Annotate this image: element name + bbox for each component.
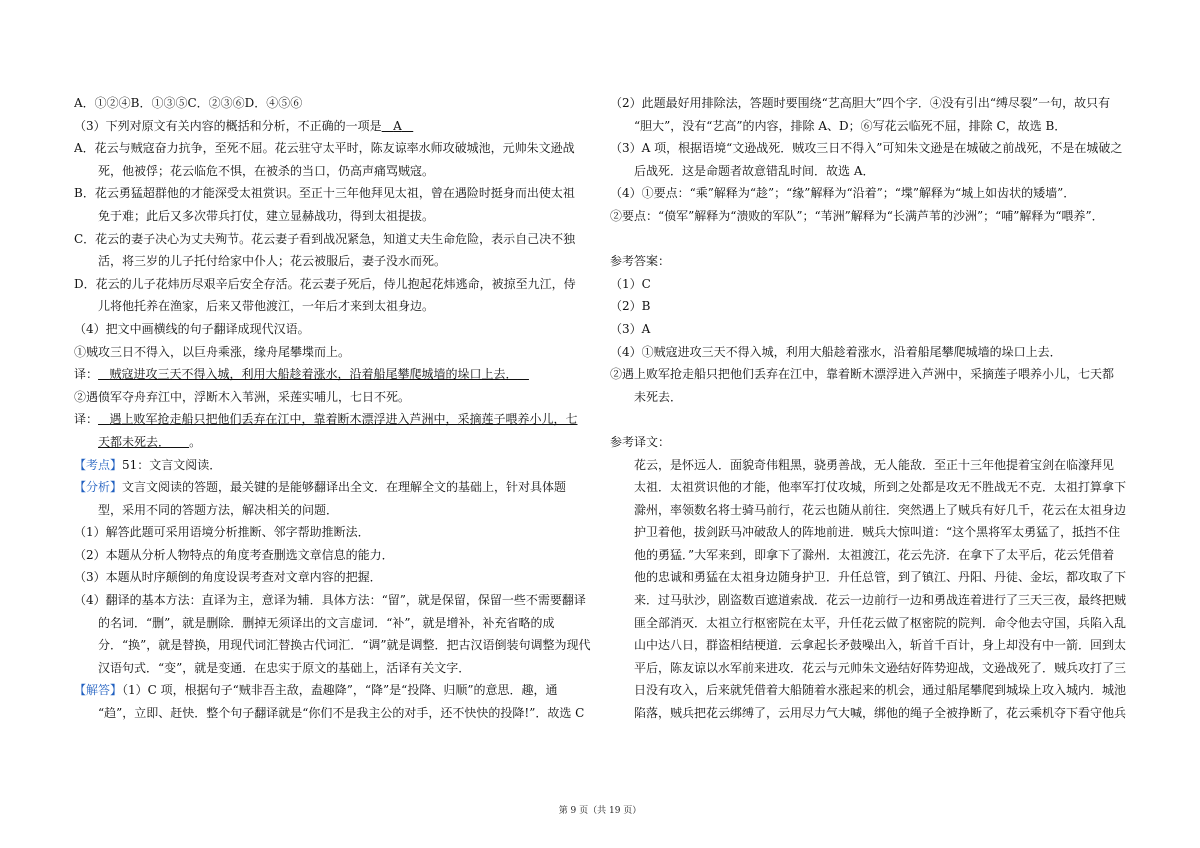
fenxi-4-line2: 的名词．“删”，就是删除．删掉无须译出的文言虚词．“补”，就是增补，补充省略的成	[98, 615, 555, 630]
option-d-line2: 儿将他托养在渔家，后来又带他渡江，一年后才来到太祖身边。	[98, 299, 435, 314]
jieda-tag: 【解答】	[74, 683, 123, 698]
answer-2: （2）B	[610, 299, 651, 314]
translation-para-line: 日没有攻入，后来就凭借着大船随着水涨起来的机会，通过船尾攀爬到城垛上攻入城内．城池	[634, 683, 1127, 698]
options-line: A．①②④B．①③⑤C．②③⑥D．④⑤⑥	[74, 96, 303, 110]
fenxi-line1: 【分析】文言文阅读的答题，最关键的是能够翻译出全文．在理解全文的基础上，针对具体题	[74, 480, 567, 495]
translation-1-text: 贼寇进攻三天不得入城，利用大船趁着涨水，沿着船尾攀爬城墙的垛口上去．	[109, 367, 518, 382]
translation-para-line: 平后，陈友谅以水军前来进攻．花云与元帅朱文逊结好阵势迎战，文逊战死了．贼兵攻打了三	[634, 660, 1127, 675]
answer-1: （1）C	[610, 276, 651, 291]
right-column	[610, 92, 1130, 725]
fenxi-4-line1: （4）翻译的基本方法：直译为主，意译为辅．具体方法：“留”，就是保留，保留一些不需要翻译	[74, 593, 586, 608]
translation-para-line: 他的忠诚和勇猛在太祖身边随身护卫．升任总管，到了镇江、丹阳、丹徒、金坛，都攻取了下	[634, 570, 1127, 585]
answer-4-line1: （4）①贼寇进攻三天不得入城，利用大船趁着涨水，沿着船尾攀爬城墙的垛口上去．	[610, 344, 1062, 359]
translation-para-line: 滁州，率领数名将士骑马前行，花云也随从前往．突然遇上了贼兵有好几千，花云在太祖身边	[634, 502, 1127, 517]
translation-para-line: 他的勇猛．”大军来到，即拿下了滁州．太祖渡江，花云先济．在拿下了太平后，花云凭借着	[634, 547, 1115, 562]
reference-translation-heading: 参考译文：	[610, 434, 671, 449]
fenxi-tag: 【分析】	[74, 480, 123, 495]
question-3	[74, 115, 594, 138]
translation-para-line: 匪全部消灭．太祖立行枢密院在太平，升任花云做了枢密院的院判．命令他去守国，兵陷入乱	[634, 615, 1127, 630]
translation-para-line: 来．过马驮沙，剧盗数百遮道索战．花云一边前行一边和勇战连着进行了三天三夜，最终把贼	[634, 593, 1127, 608]
jieda-4-point1: （4）①要点：“乘”解释为“趁”；“缘”解释为“沿着”；“堞”解释为“城上如齿状的矮墙”．	[610, 186, 1076, 201]
sentence-2: ②遇偾军夺舟弃江中，浮断木入苇洲，采莲实哺儿，七日不死。	[74, 389, 411, 404]
fenxi-4-line4: 汉语句式．“变”，就是变通．在忠实于原文的基础上，活译有关文字．	[98, 660, 471, 675]
jieda-3-line1: （3）A 项，根据语境“文逊战死．贼攻三日不得入”可知朱文逊是在城破之前战死，不是在城破之	[610, 141, 1123, 156]
translation-para-line: 花云，是怀远人．面貌奇伟粗黑，骁勇善战，无人能敌．至正十三年他提着宝剑在临濠拜见	[634, 457, 1115, 472]
option-c-line1: C．花云的妻子决心为丈夫殉节。花云妻子看到战况紧急，知道丈夫生命危险，表示自己决不独	[74, 231, 576, 246]
question-4: （4）把文中画横线的句子翻译成现代汉语。	[74, 321, 310, 336]
answer-3-ref: （3）A	[610, 321, 651, 336]
jieda-line1: 【解答】（1）C 项，根据句子“贼非吾主敌，盍趣降”，“降”是“投降、归顺”的意思．趣，通	[74, 683, 558, 698]
option-a-line2: 死，他被俘；花云临危不惧，在被杀的当口，仍高声痛骂贼寇。	[98, 163, 435, 178]
sentence-1: ①贼攻三日不得入，以巨舟乘涨，缘舟尾攀堞而上。	[74, 344, 351, 359]
option-c-line2: 活，将三岁的儿子托付给家中仆人；花云被服后，妻子没水而死。	[98, 254, 447, 269]
fenxi-2: （2）本题从分析人物特点的角度考查删选文章信息的能力．	[74, 547, 394, 562]
jieda-line2: “趋”，立即、赶快．整个句子翻译就是“你们不是我主公的对手，还不快快的投降!”．故选 C	[98, 706, 585, 721]
fenxi-3: （3）本题从时序颠倒的角度设误考查对文章内容的把握．	[74, 570, 382, 585]
answer-3: A	[393, 118, 402, 133]
kaodian-tag: 【考点】	[74, 457, 123, 472]
translation-para-line: 太祖．太祖赏识他的才能，他率军打仗攻城，所到之处都是攻无不胜战无不克．太祖打算拿下	[634, 480, 1127, 495]
jieda-4-point2: ②要点：“偾军”解释为“溃败的军队”；“苇洲”解释为“长满芦苇的沙洲”；“哺”解释为“喂养”．	[610, 208, 1104, 223]
fenxi-line2: 型，采用不同的答题方法，解决相关的问题．	[98, 502, 339, 517]
page-footer: 第 9 页（共 19 页）	[558, 806, 642, 816]
translation-para-line: 山中达八日，群盗相结梗道．云拿起长矛鼓噪出入，斩首千百计，身上却没有中一箭．回到太	[634, 638, 1127, 653]
jieda-2-line1: （2）此题最好用排除法，答题时要围绕“艺高胆大”四个字．④没有引出“缚尽裂”一句，故只有	[610, 96, 1111, 110]
translation-1: 译： 贼寇进攻三天不得入城，利用大船趁着涨水，沿着船尾攀爬城墙的垛口上去．	[74, 363, 594, 386]
fenxi-4-line3: 分．“换”，就是替换，用现代词汇替换古代词汇．“调”就是调整．把古汉语倒装句调整为现代	[98, 638, 591, 653]
answer-4-line3: 未死去．	[634, 389, 683, 404]
jieda-2-line2: “胆大”，没有“艺高”的内容，排除 A、D；⑥写花云临死不屈，排除 C，故选 B．	[634, 118, 1067, 133]
option-b-line2: 免于难；此后又多次带兵打仗，建立显赫战功，得到太祖提拔。	[98, 208, 435, 223]
kaodian: 【考点】51：文言文阅读．	[74, 457, 222, 472]
left-column	[74, 92, 594, 725]
translation-2: 译： 遇上败军抢走船只把他们丢弃在江中，靠着断木漂浮进入芦洲中，采摘莲子喂养小儿，七	[74, 412, 578, 427]
option-a-line1: A．花云与贼寇奋力抗争，至死不屈。花云驻守太平时，陈友谅率水师攻破城池，元帅朱文逊战	[74, 141, 575, 156]
translation-para-line: 陷落，贼兵把花云绑缚了，云用尽力气大喊，绑他的绳子全被挣断了，花云乘机夺下看守他兵	[634, 706, 1127, 721]
translation-2-cont: 天都未死去． 。	[98, 434, 202, 449]
spacer	[610, 228, 1130, 251]
translation-2-text: 遇上败军抢走船只把他们丢弃在江中，靠着断木漂浮进入芦洲中，采摘莲子喂养小儿，七	[109, 412, 578, 427]
jieda-3-line2: 后战死．这是命题者故意错乱时间．故选 A．	[634, 163, 875, 178]
option-b-line1: B．花云勇猛超群他的才能深受太祖赏识。至正十三年他拜见太祖，曾在遇险时挺身而出使太祖	[74, 186, 575, 201]
question-3-text: （3）下列对原文有关内容的概括和分析，不正确的一项是	[74, 118, 382, 133]
answer-4-line2: ②遇上败军抢走船只把他们丢弃在江中，靠着断木漂浮进入芦洲中，采摘莲子喂养小儿，七天都	[610, 367, 1115, 382]
spacer	[610, 408, 1130, 431]
fenxi-1: （1）解答此题可采用语境分析推断、邻字帮助推断法．	[74, 525, 370, 540]
option-d-line1: D．花云的儿子花炜历尽艰辛后安全存活。花云妻子死后，侍儿抱起花炜逃命，被掠至九江，侍	[74, 276, 576, 291]
translation-para-line: 护卫着他，拔剑跃马冲破敌人的阵地前进．贼兵大惊叫道：“这个黑将军太勇猛了，抵挡不住	[634, 525, 1121, 540]
reference-answer-heading: 参考答案：	[610, 254, 671, 269]
